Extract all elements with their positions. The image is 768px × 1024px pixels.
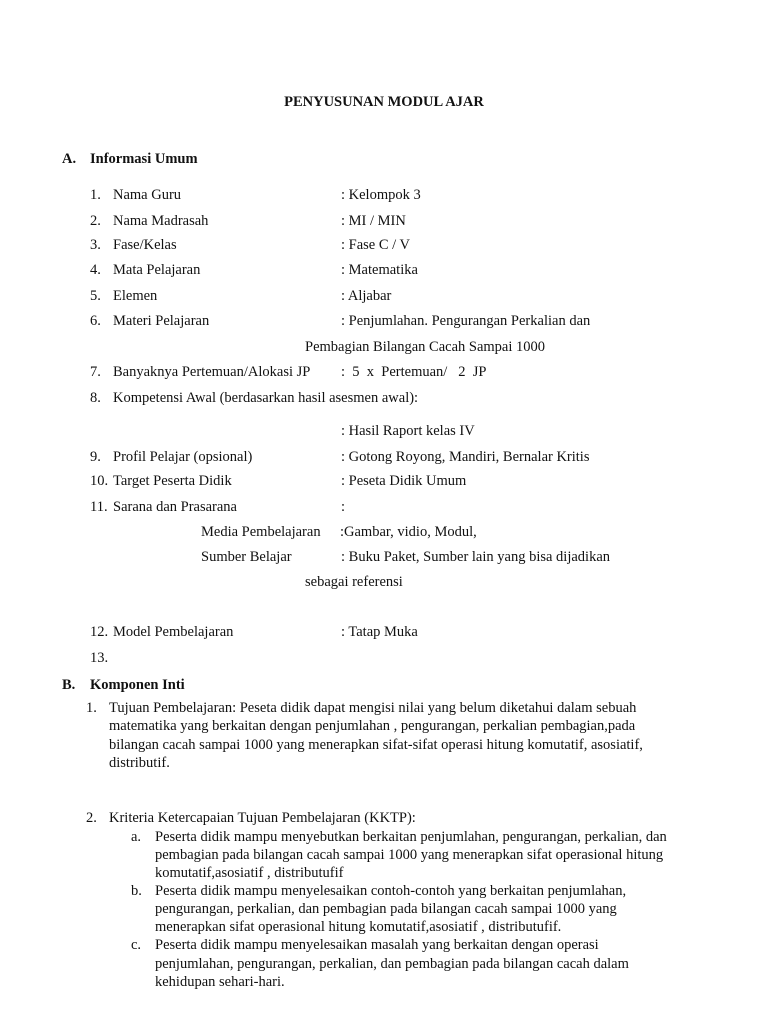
- item-value: : Tatap Muka: [341, 624, 418, 640]
- item-number: 7.: [90, 364, 101, 380]
- item-number: 8.: [90, 390, 101, 406]
- item-value: : Matematika: [341, 262, 418, 278]
- item-label: Target Peserta Didik: [113, 473, 232, 489]
- sumber-belajar-value: : Buku Paket, Sumber lain yang bisa dijadikan: [341, 549, 611, 565]
- item-number: 2.: [90, 213, 101, 229]
- media-pembelajaran-label: Media Pembelajaran: [201, 524, 321, 540]
- item-value: : Fase C / V: [341, 237, 411, 253]
- sumber-belajar-continuation: sebagai referensi: [305, 574, 403, 590]
- item-label: Mata Pelajaran: [113, 262, 201, 278]
- section-a-letter: A.: [62, 151, 77, 167]
- item-number: 3.: [90, 237, 101, 253]
- item-label: Materi Pelajaran: [113, 313, 210, 329]
- subitem-line: kehidupan sehari-hari.: [155, 974, 285, 990]
- item-number: 5.: [90, 288, 101, 304]
- item-value-continuation: Pembagian Bilangan Cacah Sampai 1000: [305, 339, 546, 355]
- subitem-letter: b.: [131, 883, 142, 899]
- item-value: : Aljabar: [341, 288, 392, 304]
- item-number: 6.: [90, 313, 101, 329]
- paragraph-line: Tujuan Pembelajaran: Peseta didik dapat mengisi nilai yang belum diketahui dalam sebuah: [109, 700, 637, 716]
- item-number: 13.: [90, 650, 109, 666]
- item-number: 1.: [86, 700, 97, 716]
- item-value: : Hasil Raport kelas IV: [341, 423, 475, 439]
- item-value: : Peseta Didik Umum: [341, 473, 467, 489]
- item-label: Elemen: [113, 288, 158, 304]
- document-title: PENYUSUNAN MODUL AJAR: [284, 94, 484, 110]
- item-value: :: [341, 499, 346, 515]
- item-label: Fase/Kelas: [113, 237, 177, 253]
- paragraph-line: matematika yang berkaitan dengan penjumlahan , pengurangan, perkalian pembagian,pada: [109, 718, 636, 734]
- item-label: Profil Pelajar (opsional): [113, 449, 253, 465]
- item-number: 10.: [90, 473, 109, 489]
- item-value: : Penjumlahan. Pengurangan Perkalian dan: [341, 313, 591, 329]
- subitem-letter: a.: [131, 829, 142, 845]
- subitem-line: Peserta didik mampu menyebutkan berkaitan penjumlahan, pengurangan, perkalian, dan: [155, 829, 667, 845]
- item-label: Model Pembelajaran: [113, 624, 234, 640]
- subitem-line: Peserta didik mampu menyelesaikan masalah yang berkaitan dengan operasi: [155, 937, 599, 953]
- media-pembelajaran-value: :Gambar, vidio, Modul,: [340, 524, 477, 540]
- item-label: Nama Madrasah: [113, 213, 209, 229]
- item-label: Sarana dan Prasarana: [113, 499, 237, 515]
- item-number: 9.: [90, 449, 101, 465]
- item-value: : 5 x Pertemuan/ 2 JP: [341, 364, 487, 380]
- item-value: : MI / MIN: [341, 213, 406, 229]
- subitem-line: pembagian pada bilangan cacah sampai 1000 yang menerapkan sifat operasional hitung: [155, 847, 664, 863]
- paragraph-line: distributif.: [109, 755, 170, 771]
- item-number: 11.: [90, 499, 108, 515]
- subitem-line: Peserta didik mampu menyelesaikan contoh-contoh yang berkaitan penjumlahan,: [155, 883, 627, 899]
- item-number: 12.: [90, 624, 109, 640]
- section-b-letter: B.: [62, 677, 76, 693]
- item-number: 1.: [90, 187, 101, 203]
- item-label: Kompetensi Awal (berdasarkan hasil asesmen awal):: [113, 390, 419, 406]
- section-b-heading: Komponen Inti: [90, 677, 185, 693]
- sumber-belajar-label: Sumber Belajar: [201, 549, 292, 565]
- item-value: : Kelompok 3: [341, 187, 421, 203]
- item-label: Banyaknya Pertemuan/Alokasi JP: [113, 364, 311, 380]
- subitem-line: penjumlahan, pengurangan, perkalian, dan pembagian pada bilangan cacah dalam: [155, 956, 629, 972]
- section-a-heading: Informasi Umum: [90, 151, 198, 167]
- item-number: 4.: [90, 262, 101, 278]
- subitem-line: pengurangan, perkalian, dan pembagian pada bilangan cacah sampai 1000 yang: [155, 901, 617, 917]
- subitem-letter: c.: [131, 937, 142, 953]
- item-value: : Gotong Royong, Mandiri, Bernalar Kritis: [341, 449, 590, 465]
- item-label: Nama Guru: [113, 187, 182, 203]
- paragraph-line: bilangan cacah sampai 1000 yang menerapkan sifat-sifat operasi hitung komutatif, asosiatif,: [109, 737, 643, 753]
- subitem-line: komutatif,asosiatif , distributufif: [155, 865, 344, 881]
- kktp-heading: Kriteria Ketercapaian Tujuan Pembelajaran (KKTP):: [109, 810, 416, 826]
- subitem-line: menerapkan sifat operasional hitung komutatif,asosiatif , distributufif.: [155, 919, 562, 935]
- item-number: 2.: [86, 810, 97, 826]
